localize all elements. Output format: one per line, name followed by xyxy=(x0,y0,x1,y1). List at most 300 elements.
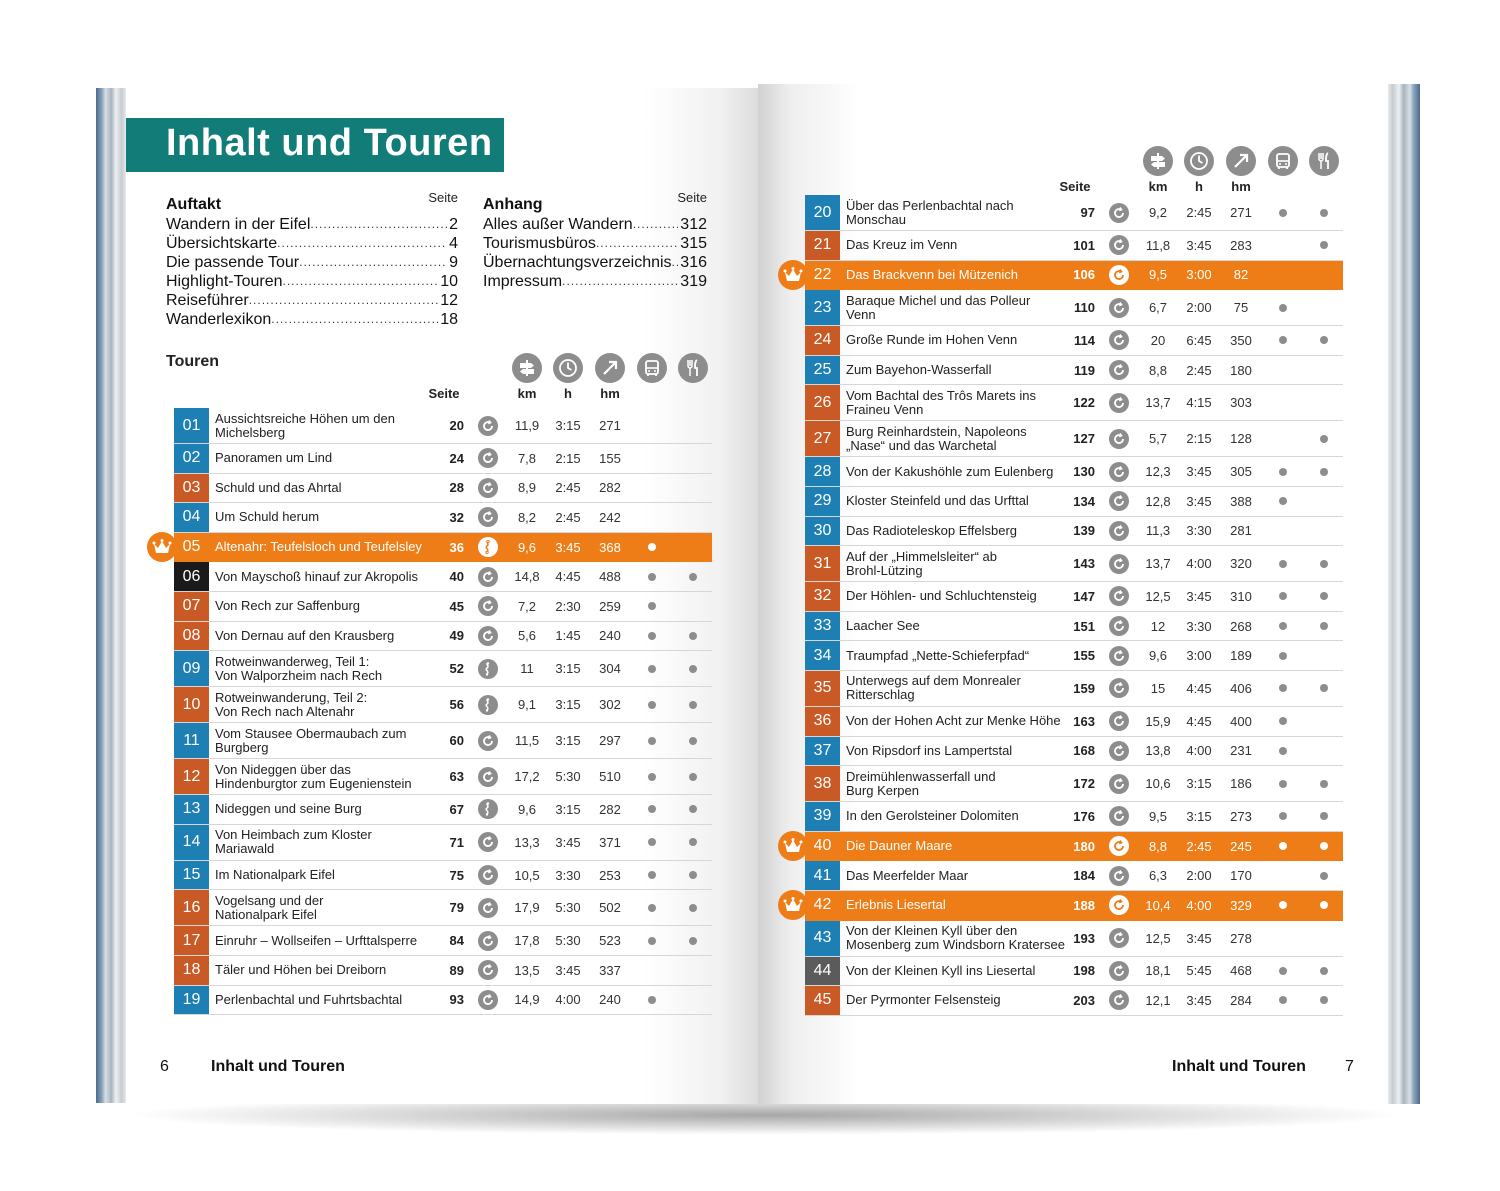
tour-row[interactable] xyxy=(174,926,712,956)
toc-leader-dots xyxy=(271,310,438,329)
tour-row[interactable] xyxy=(805,802,1343,832)
toc-entry-label: Tourismusbüros xyxy=(483,235,596,252)
tour-name-line: Von der Kakushöhle zum Eulenberg xyxy=(846,463,1054,479)
tour-number: 02 xyxy=(174,444,209,473)
tour-hm: 305 xyxy=(1230,464,1252,480)
food-available-dot xyxy=(689,701,697,709)
tour-h: 3:45 xyxy=(1186,464,1212,480)
toc-entry[interactable] xyxy=(166,310,458,329)
loop-icon xyxy=(478,767,498,787)
clock-icon xyxy=(1184,146,1214,176)
tour-name-line: Brohl-Lützing xyxy=(846,562,923,578)
footer-right-page-number: 7 xyxy=(1345,1058,1354,1075)
tour-row[interactable] xyxy=(805,457,1343,487)
tour-name xyxy=(846,766,996,801)
tour-page: 203 xyxy=(1073,992,1095,1008)
food-available-dot xyxy=(1320,435,1328,443)
bus-available-dot xyxy=(1279,622,1287,630)
tour-row[interactable] xyxy=(805,487,1343,517)
tour-hm: 259 xyxy=(599,598,621,614)
tour-page: 114 xyxy=(1074,332,1095,348)
tour-row[interactable] xyxy=(174,408,712,444)
tour-row[interactable] xyxy=(805,861,1343,891)
tour-page: 198 xyxy=(1073,963,1095,979)
loop-icon xyxy=(1109,586,1129,606)
tour-name-line: Über das Perlenbachtal nach xyxy=(846,197,1014,213)
tour-hm: 368 xyxy=(599,539,621,555)
tour-page: 52 xyxy=(449,661,464,677)
tour-hm: 271 xyxy=(1230,205,1252,220)
ascent-icon xyxy=(1226,146,1256,176)
tour-name-line: Vom Stausee Obermaubach zum xyxy=(215,725,407,741)
column-header-km: km xyxy=(1148,179,1168,194)
tour-row[interactable] xyxy=(174,651,712,687)
tour-number: 39 xyxy=(805,802,840,831)
tour-row[interactable] xyxy=(805,986,1343,1016)
tour-name xyxy=(215,986,402,1015)
bus-available-dot xyxy=(1279,812,1287,820)
toc-entry-page: 315 xyxy=(680,235,707,252)
column-header-h: h xyxy=(564,386,572,401)
food-available-dot xyxy=(1320,560,1328,568)
tour-h: 3:15 xyxy=(555,661,581,677)
clock-icon xyxy=(553,353,583,383)
tour-h: 3:00 xyxy=(1186,267,1212,283)
tour-number: 20 xyxy=(805,195,840,230)
tour-h: 3:45 xyxy=(555,539,581,555)
tour-name-line: Vogelsang und der xyxy=(215,892,324,908)
tour-hm: 170 xyxy=(1230,868,1252,884)
tour-page: 20 xyxy=(449,418,464,433)
tour-number: 35 xyxy=(805,671,840,706)
tour-table-right xyxy=(805,195,1343,1016)
tour-h: 4:45 xyxy=(1186,680,1212,696)
tour-number: 12 xyxy=(174,759,209,794)
toc-leader-dots xyxy=(299,253,447,272)
toc-entry[interactable] xyxy=(166,291,458,310)
tour-name xyxy=(215,503,319,532)
tour-name xyxy=(215,562,418,591)
tour-h: 4:45 xyxy=(555,569,581,585)
tour-km: 14,9 xyxy=(514,992,540,1008)
tour-row[interactable] xyxy=(805,707,1343,737)
tour-page: 122 xyxy=(1073,395,1095,411)
tour-hm: 278 xyxy=(1230,930,1252,946)
tour-row[interactable] xyxy=(174,825,712,861)
tour-km: 12,3 xyxy=(1145,464,1171,480)
tour-name xyxy=(846,737,1012,766)
loop-icon xyxy=(478,865,498,885)
loop-icon xyxy=(1109,741,1129,761)
food-available-dot xyxy=(689,665,697,673)
tour-number: 21 xyxy=(805,231,840,260)
toc-leader-dots xyxy=(283,272,439,291)
loop-icon xyxy=(1109,961,1129,981)
toc-entry-page: 4 xyxy=(449,235,458,252)
tour-name xyxy=(215,890,323,925)
tour-name xyxy=(846,487,1029,516)
tour-name xyxy=(846,421,1027,456)
food-available-dot xyxy=(689,737,697,745)
tour-km: 9,2 xyxy=(1148,205,1168,220)
toc-entry[interactable] xyxy=(483,215,707,234)
tour-page: 60 xyxy=(449,733,464,749)
toc-auftakt-heading: Auftakt xyxy=(166,196,222,213)
tour-row[interactable] xyxy=(174,986,712,1016)
tour-name-line: Von der Kleinen Kyll über den xyxy=(846,923,1018,938)
tour-row[interactable] xyxy=(805,612,1343,642)
tour-hm: 268 xyxy=(1230,618,1252,634)
signpost-icon xyxy=(1143,146,1173,176)
tour-name-line: Das Brackvenn bei Mützenich xyxy=(846,266,1018,282)
tour-name-line: Burgberg xyxy=(215,739,269,755)
tour-name-line: Von Ripsdorf ins Lampertstal xyxy=(846,742,1013,758)
toc-entry-label: Reiseführer xyxy=(166,292,249,309)
tour-km: 20 xyxy=(1150,332,1166,348)
tour-page: 101 xyxy=(1073,237,1095,253)
loop-icon xyxy=(478,960,498,980)
tour-name xyxy=(846,921,1065,956)
tour-h: 2:00 xyxy=(1186,868,1212,884)
tour-h: 2:00 xyxy=(1186,300,1212,316)
tour-page: 127 xyxy=(1073,431,1095,447)
tour-km: 9,6 xyxy=(1148,648,1168,664)
tour-h: 3:45 xyxy=(1186,930,1212,946)
tour-h: 5:30 xyxy=(555,769,581,785)
tour-name xyxy=(215,622,394,651)
tour-km: 8,9 xyxy=(517,480,537,496)
loop-icon xyxy=(1109,330,1129,350)
book-edge-left xyxy=(96,88,128,1103)
tour-km: 10,5 xyxy=(514,867,540,883)
toc-entry[interactable] xyxy=(483,272,707,291)
toc-entry[interactable] xyxy=(166,253,458,272)
tour-h: 4:00 xyxy=(555,992,581,1008)
tour-name-line: Von Nideggen über das xyxy=(215,761,351,777)
tour-number: 43 xyxy=(805,921,840,956)
tour-name xyxy=(846,957,1035,986)
tour-number: 03 xyxy=(174,474,209,503)
tour-number: 08 xyxy=(174,622,209,651)
tour-km: 9,6 xyxy=(517,801,537,817)
tour-page: 45 xyxy=(449,598,464,614)
loop-icon xyxy=(478,931,498,951)
tour-name-line: Unterwegs auf dem Monrealer xyxy=(846,673,1021,689)
tour-name xyxy=(215,592,360,621)
tour-hm: 189 xyxy=(1230,648,1252,664)
tour-row[interactable] xyxy=(805,832,1343,862)
toc-anhang-heading: Anhang xyxy=(483,196,543,213)
tour-name-line: Vom Bachtal des Trôs Marets ins xyxy=(846,387,1037,403)
tour-name xyxy=(846,986,1001,1015)
tour-row[interactable] xyxy=(805,517,1343,547)
tour-row[interactable] xyxy=(805,766,1343,802)
tour-row[interactable] xyxy=(174,533,712,563)
toc-entry-label: Alles außer Wandern xyxy=(483,216,633,233)
tour-page: 159 xyxy=(1073,680,1095,696)
tour-number: 25 xyxy=(805,356,840,385)
bus-available-dot xyxy=(1279,652,1287,660)
tour-row[interactable] xyxy=(805,231,1343,261)
tour-row[interactable] xyxy=(805,641,1343,671)
tour-km: 13,3 xyxy=(514,834,540,850)
tour-name xyxy=(215,533,422,562)
tour-name-line: Von Heimbach zum Kloster xyxy=(215,827,372,843)
ascent-icon xyxy=(595,353,625,383)
tour-number: 32 xyxy=(805,582,840,611)
food-available-dot xyxy=(1320,812,1328,820)
toc-entry[interactable] xyxy=(483,253,707,272)
tour-row[interactable] xyxy=(174,956,712,986)
toc-entry-label: Wanderlexikon xyxy=(166,311,272,328)
tour-km: 12,8 xyxy=(1145,493,1171,509)
tour-name-line: Das Kreuz im Venn xyxy=(846,237,958,253)
loop-icon xyxy=(478,416,498,436)
tour-row[interactable] xyxy=(805,546,1343,582)
loop-icon xyxy=(1109,462,1129,482)
tour-row[interactable] xyxy=(174,759,712,795)
tour-name xyxy=(846,832,952,861)
tour-number: 31 xyxy=(805,546,840,581)
tour-name-line: Einruhr – Wollseifen – Urfttalsperre xyxy=(215,932,418,948)
tour-row[interactable] xyxy=(174,503,712,533)
tour-row[interactable] xyxy=(805,356,1343,386)
loop-icon xyxy=(478,448,498,468)
bus-available-dot xyxy=(648,937,656,945)
tour-name xyxy=(215,825,372,860)
tour-page: 56 xyxy=(449,697,464,713)
tour-number: 01 xyxy=(174,408,209,443)
tour-row[interactable] xyxy=(805,582,1343,612)
tour-name-line: Fraineu Venn xyxy=(846,401,924,417)
tour-page: 36 xyxy=(449,539,464,555)
tour-row[interactable] xyxy=(174,795,712,825)
loop-icon xyxy=(478,731,498,751)
tour-name-line: Von Rech zur Saffenburg xyxy=(215,598,361,614)
tour-km: 14,8 xyxy=(514,569,540,585)
tour-hm: 337 xyxy=(599,962,621,978)
tour-table-left xyxy=(174,408,712,1015)
food-available-dot xyxy=(689,805,697,813)
bus-available-dot xyxy=(1279,304,1287,312)
tour-km: 5,6 xyxy=(517,628,537,644)
tour-row[interactable] xyxy=(805,385,1343,421)
tour-name xyxy=(846,671,1021,706)
crown-icon xyxy=(147,532,177,562)
toc-entry[interactable] xyxy=(166,215,458,234)
tour-h: 6:45 xyxy=(1186,332,1212,348)
tour-name xyxy=(215,795,362,824)
loop-icon xyxy=(1109,866,1129,886)
loop-icon xyxy=(1109,711,1129,731)
tour-name xyxy=(846,290,1030,325)
tour-name-line: Täler und Höhen bei Dreiborn xyxy=(215,962,387,978)
toc-entry[interactable] xyxy=(166,272,458,291)
tour-km: 8,8 xyxy=(1148,838,1168,854)
tour-number: 40 xyxy=(805,832,840,861)
bus-available-dot xyxy=(648,573,656,581)
tour-km: 12,5 xyxy=(1145,588,1171,604)
tour-number: 16 xyxy=(174,890,209,925)
tour-page: 40 xyxy=(449,569,464,585)
tour-row[interactable] xyxy=(805,195,1343,231)
tour-page: 139 xyxy=(1073,523,1095,539)
tour-name-line: Nationalpark Eifel xyxy=(215,906,317,922)
tour-page: 176 xyxy=(1073,808,1095,824)
tour-number: 10 xyxy=(174,687,209,722)
toc-entry[interactable] xyxy=(166,234,458,253)
tour-hm: 350 xyxy=(1230,332,1252,348)
food-available-dot xyxy=(1320,241,1328,249)
tour-name-line: Das Radioteleskop Effelsberg xyxy=(846,522,1018,538)
tour-km: 6,7 xyxy=(1148,300,1168,316)
tour-number: 17 xyxy=(174,926,209,955)
tour-number: 18 xyxy=(174,956,209,985)
tour-row[interactable] xyxy=(805,891,1343,921)
tour-row[interactable] xyxy=(174,890,712,926)
tour-row[interactable] xyxy=(805,671,1343,707)
bus-icon xyxy=(637,353,667,383)
tour-hm: 253 xyxy=(599,867,621,883)
tour-h: 3:30 xyxy=(555,867,581,883)
tour-km: 6,3 xyxy=(1148,868,1168,884)
tour-name-line: Zum Bayehon-Wasserfall xyxy=(846,362,992,378)
tour-row[interactable] xyxy=(174,592,712,622)
tour-name-line: Monschau xyxy=(846,211,906,227)
tour-name xyxy=(846,612,920,641)
loop-icon xyxy=(1109,203,1129,223)
toc-entry-page: 10 xyxy=(440,273,458,290)
tour-name-line: Nideggen und seine Burg xyxy=(215,801,362,817)
tour-h: 3:00 xyxy=(1186,648,1212,664)
food-available-dot xyxy=(689,632,697,640)
toc-auftakt-seite-label: Seite xyxy=(428,190,458,205)
bus-available-dot xyxy=(1279,592,1287,600)
tour-h: 4:00 xyxy=(1186,897,1212,913)
tour-row[interactable] xyxy=(805,957,1343,987)
food-available-dot xyxy=(689,773,697,781)
tour-h: 3:30 xyxy=(1186,618,1212,634)
tour-page: 63 xyxy=(449,769,464,785)
tour-row[interactable] xyxy=(174,687,712,723)
tour-page: 79 xyxy=(449,900,464,916)
tour-km: 18,1 xyxy=(1145,963,1171,979)
tour-hm: 388 xyxy=(1230,493,1252,509)
tour-h: 4:15 xyxy=(1186,395,1212,411)
tour-name-line: Ritterschlag xyxy=(846,687,915,703)
tour-km: 17,8 xyxy=(514,933,540,949)
tour-number: 22 xyxy=(805,261,840,290)
tour-name-line: Burg Kerpen xyxy=(846,782,919,798)
tour-hm: 180 xyxy=(1230,362,1252,378)
route-icon xyxy=(478,659,498,679)
tour-number: 23 xyxy=(805,290,840,325)
tour-page: 71 xyxy=(449,834,464,850)
tour-row[interactable] xyxy=(174,622,712,652)
tour-row[interactable] xyxy=(174,861,712,891)
tour-row[interactable] xyxy=(174,474,712,504)
tour-h: 3:30 xyxy=(1186,523,1212,539)
tour-h: 3:45 xyxy=(555,962,581,978)
tour-hm: 245 xyxy=(1230,838,1252,854)
loop-icon xyxy=(1109,616,1129,636)
bus-available-dot xyxy=(1279,842,1287,850)
food-icon xyxy=(678,353,708,383)
tour-name-line: Von Dernau auf den Krausberg xyxy=(215,627,395,643)
tour-h: 3:15 xyxy=(555,697,581,713)
tour-h: 3:45 xyxy=(1186,237,1212,253)
tour-name xyxy=(846,457,1053,486)
toc-entry-page: 2 xyxy=(449,216,458,233)
tour-number: 38 xyxy=(805,766,840,801)
tour-hm: 283 xyxy=(1230,237,1252,253)
food-available-dot xyxy=(1320,967,1328,975)
loop-icon xyxy=(478,626,498,646)
toc-entry-label: Wandern in der Eifel xyxy=(166,216,311,233)
tour-hm: 523 xyxy=(599,933,621,949)
tour-page: 93 xyxy=(449,992,464,1008)
tour-km: 11,5 xyxy=(514,733,540,749)
tour-name-line: Aussichtsreiche Höhen um den xyxy=(215,410,395,426)
tour-hm: 282 xyxy=(599,801,621,817)
loop-icon xyxy=(1109,298,1129,318)
tour-page: 184 xyxy=(1073,868,1095,884)
toc-entry-label: Impressum xyxy=(483,273,563,290)
tour-row[interactable] xyxy=(805,290,1343,326)
tour-row[interactable] xyxy=(805,261,1343,291)
tour-page: 172 xyxy=(1073,776,1095,792)
touren-heading: Touren xyxy=(166,353,220,370)
tour-hm: 282 xyxy=(599,480,621,496)
tour-name-line: Die Dauner Maare xyxy=(846,838,953,854)
tour-h: 2:45 xyxy=(1186,362,1212,378)
tour-h: 2:45 xyxy=(1186,205,1212,220)
toc-leader-dots xyxy=(249,291,439,310)
tour-h: 2:15 xyxy=(1186,431,1212,447)
tour-row[interactable] xyxy=(805,921,1343,957)
tour-name-line: Mosenberg zum Windsborn Kratersee xyxy=(846,937,1065,952)
tour-km: 9,5 xyxy=(1148,267,1168,283)
tour-km: 13,7 xyxy=(1145,556,1171,572)
tour-page: 110 xyxy=(1074,300,1095,316)
tour-hm: 281 xyxy=(1230,523,1252,539)
tour-row[interactable] xyxy=(174,562,712,592)
tour-name-line: Rotweinwanderung, Teil 2: xyxy=(215,689,368,705)
crown-icon xyxy=(778,831,808,861)
bus-available-dot xyxy=(1279,560,1287,568)
tour-row[interactable] xyxy=(805,326,1343,356)
tour-row[interactable] xyxy=(174,723,712,759)
tour-name-line: Dreimühlenwasserfall und xyxy=(846,768,996,784)
tour-row[interactable] xyxy=(805,421,1343,457)
tour-km: 15,9 xyxy=(1145,713,1171,729)
tour-km: 15 xyxy=(1150,680,1166,696)
tour-name-line: Altenahr: Teufelsloch und Teufelsley xyxy=(215,539,422,555)
tour-name xyxy=(846,261,1018,290)
toc-entry[interactable] xyxy=(483,234,707,253)
toc-leader-dots xyxy=(672,253,679,272)
tour-name xyxy=(846,517,1017,546)
bus-available-dot xyxy=(648,996,656,1004)
bus-available-dot xyxy=(1279,497,1287,505)
bus-available-dot xyxy=(648,871,656,879)
tour-km: 11,3 xyxy=(1145,523,1171,539)
tour-row[interactable] xyxy=(805,737,1343,767)
tour-name-line: Traumpfad „Nette-Schieferpfad“ xyxy=(846,647,1030,663)
tour-name xyxy=(215,474,341,503)
tour-row[interactable] xyxy=(174,444,712,474)
food-available-dot xyxy=(1320,209,1328,217)
